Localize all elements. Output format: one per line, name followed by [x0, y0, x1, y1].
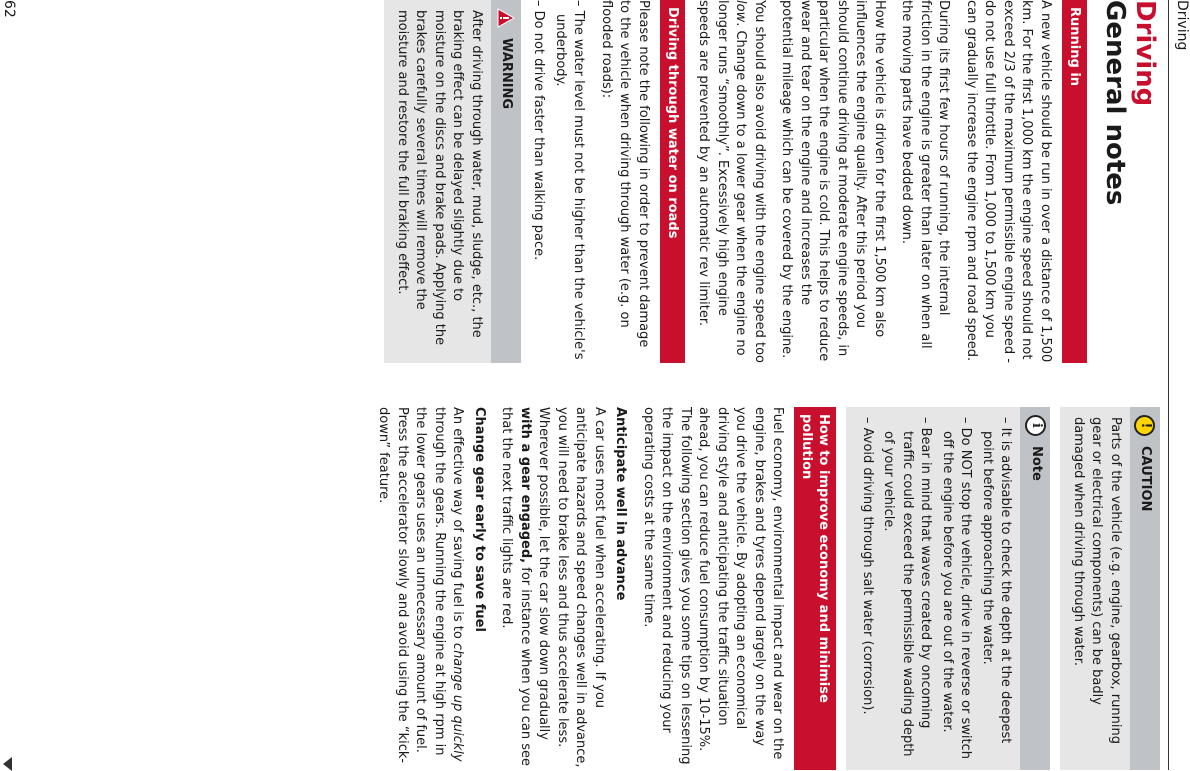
- anticipate-post: for instance when you can see that the next traffic lights are red.: [499, 407, 533, 766]
- water-heading: Driving through water on roads: [660, 0, 685, 363]
- anticipate-bold: with a gear engaged,: [518, 407, 533, 564]
- running-title: Driving: [1174, 0, 1190, 51]
- warning-text: After driving through water, mud, sludge, etc., the braking effect can be delayed slightly due to moisture on the discs and brake pads. Applying the brakes carefully several times will remove the moisture and restore the full braking effect.: [395, 10, 484, 346]
- info-icon: i: [1025, 415, 1046, 436]
- section-title: Driving: [1130, 0, 1160, 107]
- note-box: [847, 407, 1051, 770]
- page-number: 62: [1, 0, 17, 18]
- water-item: – The water level must not be higher than the vehicle's underbody.: [553, 0, 587, 360]
- note-item: – It is advisable to check the depth at the deepest point before approaching the water.: [980, 417, 1014, 744]
- gear-heading: Change gear early to save fuel: [472, 407, 487, 632]
- anticipate-paragraph: [497, 407, 608, 770]
- note-item: – Do NOT stop the vehicle, drive in reverse or switch off the engine before you are out of the water.: [940, 417, 974, 759]
- gear-pre: An effective way of saving fuel is to: [450, 407, 466, 643]
- economy-paragraph: Fuel economy, environmental impact and wear on the engine, brakes and tyres depend largely on the way you drive the vehicle. By adopting an economical driving style and anticipating the traffic situation ahead, you can reduce fuel consumption by 10-15%. The following section gives you some tips on lessening the impact on the environment and reducing your operating costs at the same time.: [641, 407, 786, 765]
- gear-post: through the gears. Running the engine at high rpm in the lower gears uses an unnecessary amount of fuel. Press the accelerator slowly and avoid using the “kick-down” feature.: [376, 407, 447, 764]
- warning-header: [491, 0, 521, 363]
- economy-heading: How to improve economy and minimise pollution: [795, 407, 837, 770]
- caution-header: [1130, 407, 1160, 770]
- anticipate-heading: Anticipate well in advance: [613, 407, 629, 601]
- p4-post: . Change down to a lower gear when the engine no longer runs “smoothly”. Excessively high engine speeds are prevented by an automatic rev limiter.: [696, 0, 749, 356]
- running-in-paragraph-1: A new vehicle should be run in over a distance of 1,500 km. For the first 1,000 km the engine speed should not exceed 2/3 of the maximum permissible engine speed - do not use full throttle. From 1,000 to 1,500 km you can gradually increase the engine rpm and road speed.: [964, 0, 1053, 363]
- caution-text: Parts of the vehicle (e.g. engine, gearbox, running gear or electrical components) can be badly damaged when driving through water.: [1071, 417, 1123, 744]
- gear-paragraph: [374, 407, 467, 770]
- note-label: Note: [1028, 446, 1044, 481]
- note-item: – Avoid driving through salt water (corrosion).: [860, 417, 875, 715]
- note-body: [847, 407, 1021, 770]
- left-column: [375, 0, 1088, 363]
- anticipate-pre: A car uses most fuel when accelerating. If you anticipate hazards and speed changes well in advance, you will need to brake less and thus accelerate less. Wherever possible, let the car slow down gradually: [536, 407, 607, 768]
- running-in-paragraph-4: [694, 0, 768, 363]
- p4-pre: You should also avoid driving with the engine speed too: [752, 0, 767, 363]
- caution-label: CAUTION: [1138, 446, 1154, 512]
- running-in-paragraph-3: How the vehicle is driven for the first 1,500 km also influences the engine quality. After this period you should continue driving at moderate engine speeds, in particular when the engine is cold. This helps to reduce wear and tear on the engine and increases the potential mileage which can be covered by the engine.: [779, 0, 887, 362]
- water-item: – Do not drive faster than walking pace.: [531, 0, 547, 261]
- p4-emphasis: low: [733, 0, 749, 23]
- caution-box: [1061, 407, 1161, 770]
- gear-emphasis: change up quickly: [450, 642, 466, 762]
- warning-label: WARNING: [499, 38, 515, 110]
- note-item: – Bear in mind that waves created by oncoming traffic could exceed the permissible wading depth of your vehicle.: [881, 417, 934, 757]
- continue-triangle-icon: [3, 757, 12, 771]
- water-intro: Please note the following in order to prevent damage to the vehicle when driving through water (e.g. on flooded roads):: [599, 0, 651, 348]
- note-header: [1021, 407, 1051, 770]
- running-in-heading: Running in: [1062, 0, 1087, 363]
- running-in-paragraph-2: During its first few hours of running, the internal friction in the engine is greater than later on when all the moving parts have bedded down.: [899, 0, 952, 349]
- warning-triangle-icon: [496, 8, 516, 28]
- warning-box: [385, 0, 522, 363]
- right-column: [365, 407, 1190, 770]
- caution-exclamation-icon: !: [1135, 415, 1156, 436]
- page-title: General notes: [1100, 0, 1130, 206]
